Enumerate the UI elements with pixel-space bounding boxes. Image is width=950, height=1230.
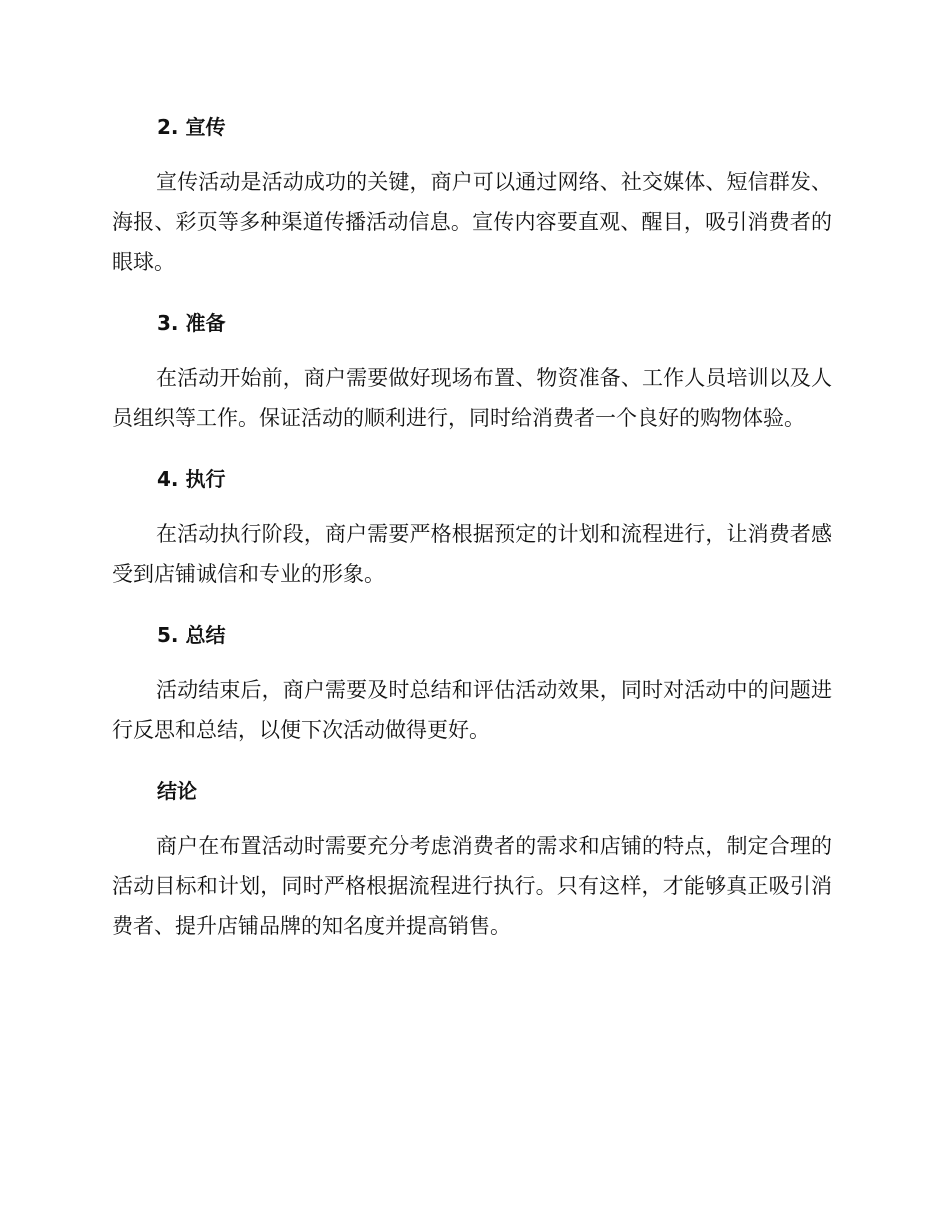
section-summary [112,618,832,750]
section-heading: 2. 宣传 [157,115,226,139]
section-execution [112,462,832,594]
section-conclusion [112,774,832,946]
section-paragraph: 宣传活动是活动成功的关键，商户可以通过网络、社交媒体、短信群发、海报、彩页等多种渠道传播活动信息。宣传内容要直观、醒目，吸引消费者的眼球。 [112,170,832,274]
section-paragraph: 在活动执行阶段，商户需要严格根据预定的计划和流程进行，让消费者感受到店铺诚信和专业的形象。 [112,522,832,586]
section-heading: 结论 [157,779,197,803]
section-promotion [112,110,832,282]
section-preparation [112,306,832,438]
section-paragraph: 活动结束后，商户需要及时总结和评估活动效果，同时对活动中的问题进行反思和总结，以便下次活动做得更好。 [112,678,832,742]
section-heading: 3. 准备 [157,311,226,335]
section-heading: 5. 总结 [157,623,226,647]
section-paragraph: 在活动开始前，商户需要做好现场布置、物资准备、工作人员培训以及人员组织等工作。保证活动的顺利进行，同时给消费者一个良好的购物体验。 [112,366,832,430]
section-heading: 4. 执行 [157,467,226,491]
section-paragraph: 商户在布置活动时需要充分考虑消费者的需求和店铺的特点，制定合理的活动目标和计划，同时严格根据流程进行执行。只有这样，才能够真正吸引消费者、提升店铺品牌的知名度并提高销售。 [112,834,832,938]
document-content [112,110,832,946]
